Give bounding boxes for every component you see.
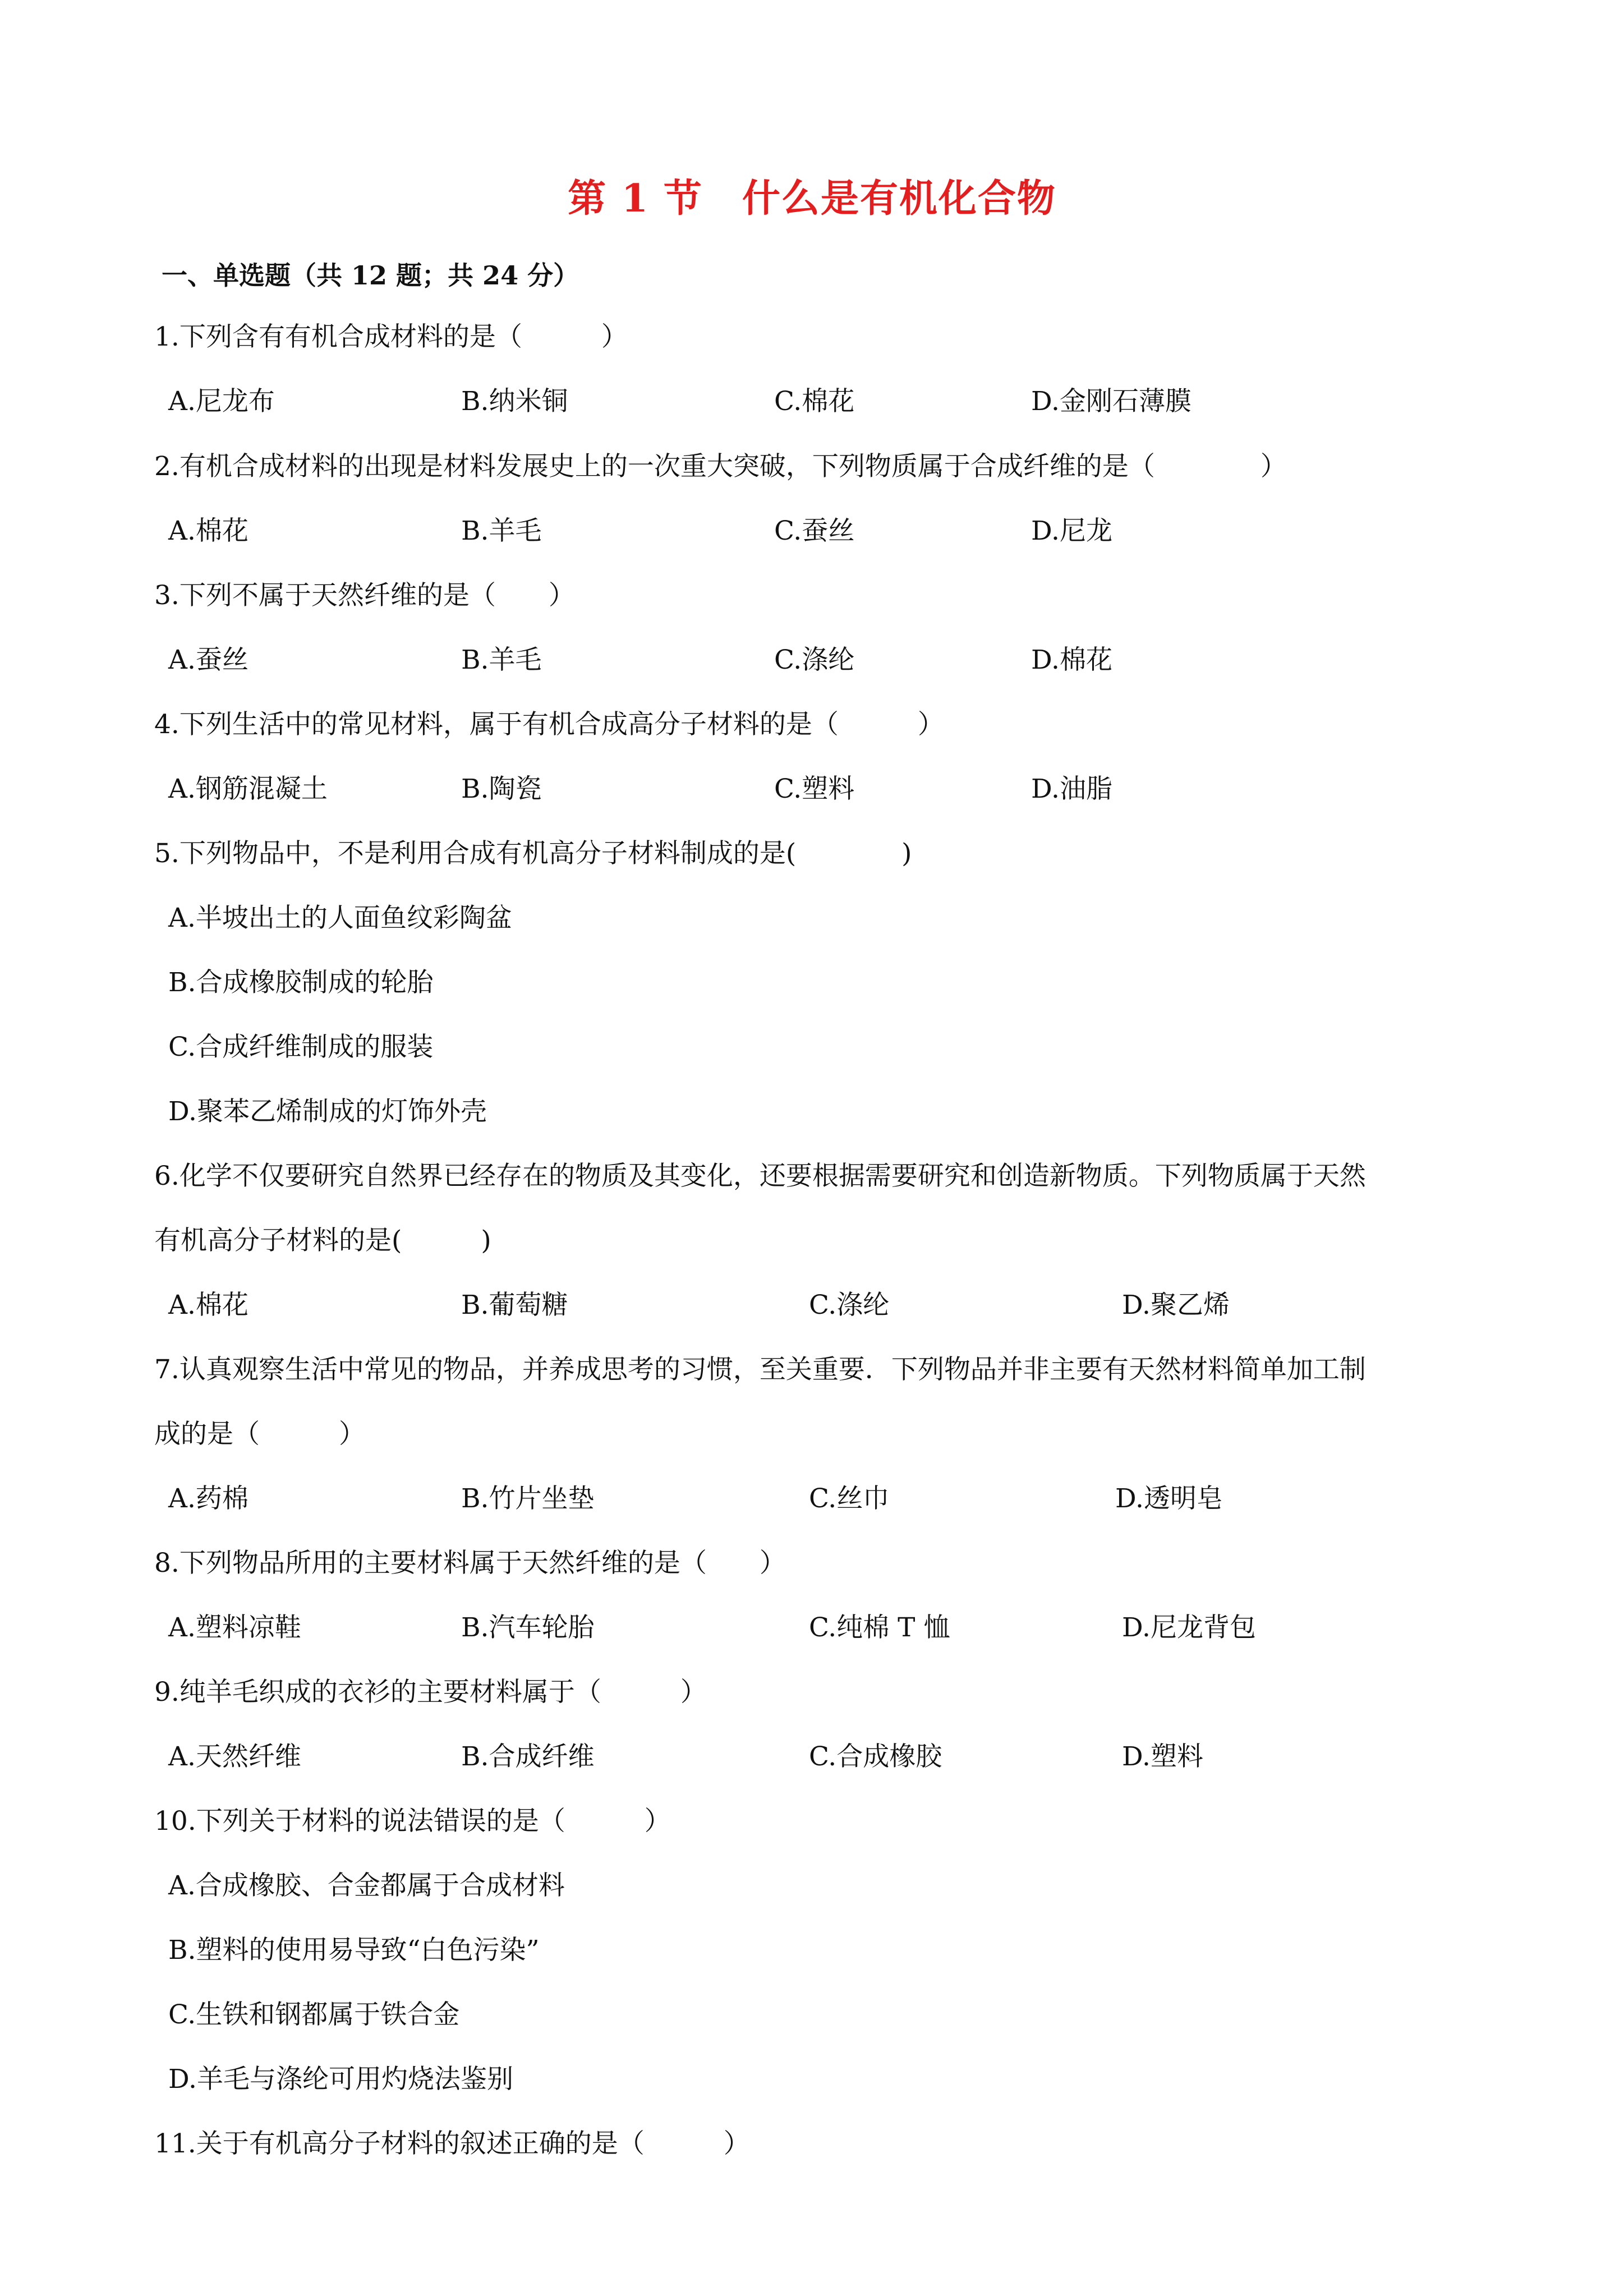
option-c: C.合成橡胶: [809, 1741, 942, 1772]
option-a: A.药棉: [168, 1483, 249, 1514]
option-d: D.透明皂: [1115, 1483, 1223, 1514]
option-a: A.棉花: [168, 1290, 249, 1320]
option-a: A.棉花: [168, 516, 249, 546]
option-a: A.蚕丝: [168, 645, 249, 675]
option-row: [168, 647, 1515, 680]
option-d: D.油脂: [1031, 774, 1112, 804]
page-title: 第 1 节 什么是有机化合物: [568, 176, 1056, 221]
option-c: C.塑料: [774, 774, 855, 804]
option-b: B.合成橡胶制成的轮胎: [168, 967, 434, 998]
question-stem: 1.下列含有有机合成材料的是（ ）: [154, 321, 628, 352]
question-stem: 7.认真观察生活中常见的物品，并养成思考的习惯，至关重要．下列物品并非主要有天然材料简单加工制: [154, 1354, 1366, 1385]
option-b: B.塑料的使用易导致“白色污染”: [168, 1935, 540, 1966]
option-d: D.聚苯乙烯制成的灯饰外壳: [168, 1096, 487, 1127]
question-stem-continued: 有机高分子材料的是( ): [154, 1225, 491, 1256]
option-row: [168, 1743, 1515, 1777]
question-stem: 4.下列生活中的常见材料，属于有机合成高分子材料的是（ ）: [154, 709, 944, 740]
option-row: [168, 1485, 1515, 1519]
option-c: C.纯棉 T 恤: [809, 1612, 950, 1643]
option-c: C.蚕丝: [774, 516, 855, 546]
option-c: C.涤纶: [774, 645, 855, 675]
option-c: C.生铁和钢都属于铁合金: [168, 1999, 460, 2030]
section-heading: 一、单选题（共 12 题；共 24 分）: [162, 260, 579, 291]
option-a: A.天然纤维: [168, 1741, 301, 1772]
option-c: C.合成纤维制成的服装: [168, 1032, 434, 1062]
option-row: [168, 518, 1515, 551]
question-stem: 5.下列物品中，不是利用合成有机高分子材料制成的是( ): [154, 838, 912, 869]
option-d: D.尼龙: [1031, 516, 1112, 546]
option-d: D.聚乙烯: [1122, 1290, 1230, 1320]
option-c: C.涤纶: [809, 1290, 890, 1320]
option-a: A.钢筋混凝土: [168, 774, 328, 804]
question-stem: 2.有机合成材料的出现是材料发展史上的一次重大突破，下列物质属于合成纤维的是（ ）: [154, 451, 1287, 482]
option-b: B.合成纤维: [461, 1741, 595, 1772]
option-d: D.金刚石薄膜: [1031, 386, 1191, 417]
question-stem: 9.纯羊毛织成的衣衫的主要材料属于（ ）: [154, 1677, 707, 1708]
option-b: B.羊毛: [461, 516, 542, 546]
question-stem: 11.关于有机高分子材料的叙述正确的是（ ）: [154, 2128, 750, 2159]
option-row: [168, 1292, 1515, 1326]
option-d: D.羊毛与涤纶可用灼烧法鉴别: [168, 2064, 513, 2095]
option-b: B.汽车轮胎: [461, 1612, 595, 1643]
option-d: D.塑料: [1122, 1741, 1203, 1772]
question-stem: 3.下列不属于天然纤维的是（ ）: [154, 580, 575, 611]
question-stem: 6.化学不仅要研究自然界已经存在的物质及其变化，还要根据需要研究和创造新物质。下列物质属于天然: [154, 1161, 1366, 1191]
question-stem: 10.下列关于材料的说法错误的是（ ）: [154, 1806, 671, 1837]
option-b: B.竹片坐垫: [461, 1483, 595, 1514]
option-d: D.棉花: [1031, 645, 1112, 675]
question-stem: 8.下列物品所用的主要材料属于天然纤维的是（ ）: [154, 1548, 786, 1579]
option-b: B.纳米铜: [461, 386, 568, 417]
option-d: D.尼龙背包: [1122, 1612, 1256, 1643]
option-a: A.合成橡胶、合金都属于合成材料: [168, 1870, 565, 1901]
option-b: B.陶瓷: [461, 774, 542, 804]
option-a: A.半坡出土的人面鱼纹彩陶盆: [168, 903, 512, 933]
option-row: [168, 388, 1515, 422]
option-b: B.葡萄糖: [461, 1290, 568, 1320]
option-row: [168, 1614, 1515, 1648]
option-a: A.尼龙布: [168, 386, 275, 417]
option-a: A.塑料凉鞋: [168, 1612, 301, 1643]
option-c: C.棉花: [774, 386, 855, 417]
question-stem-continued: 成的是（ ）: [154, 1419, 365, 1450]
option-c: C.丝巾: [809, 1483, 890, 1514]
option-row: [168, 776, 1515, 809]
option-b: B.羊毛: [461, 645, 542, 675]
